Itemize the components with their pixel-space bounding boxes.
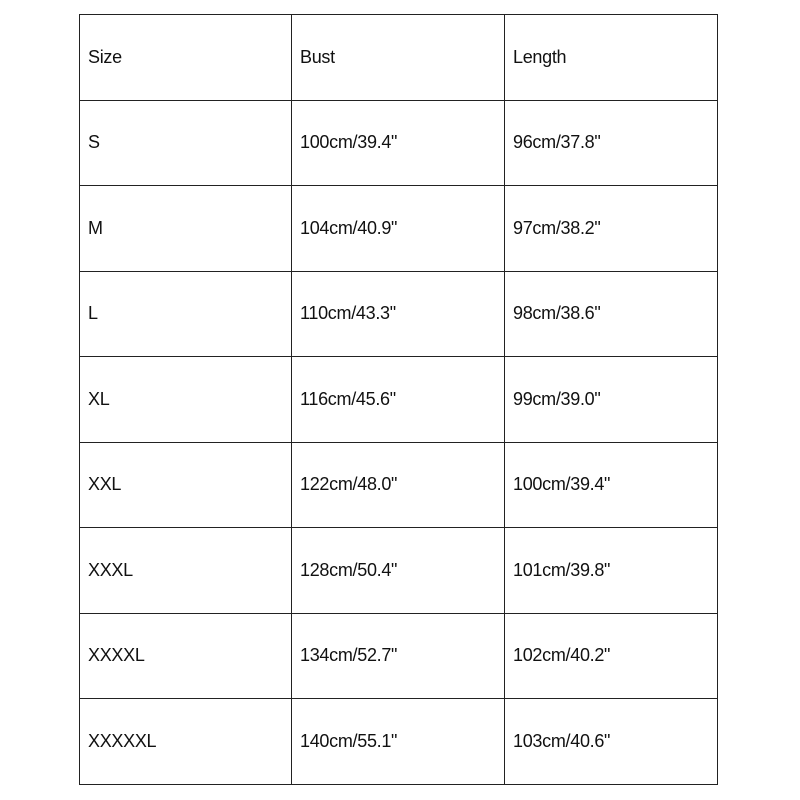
- bust-cell: 116cm/45.6": [292, 357, 505, 443]
- table-row: [80, 613, 718, 699]
- length-cell: 100cm/39.4": [505, 442, 718, 528]
- length-cell: 102cm/40.2": [505, 613, 718, 699]
- table-row: [80, 699, 718, 785]
- length-cell: 97cm/38.2": [505, 186, 718, 272]
- table-row: [80, 528, 718, 614]
- size-cell: XXXXXL: [80, 699, 292, 785]
- length-cell: 96cm/37.8": [505, 100, 718, 186]
- table-row: [80, 357, 718, 443]
- bust-cell: 140cm/55.1": [292, 699, 505, 785]
- length-cell: 98cm/38.6": [505, 271, 718, 357]
- bust-cell: 128cm/50.4": [292, 528, 505, 614]
- header-cell-bust: Bust: [292, 15, 505, 101]
- size-cell: L: [80, 271, 292, 357]
- size-cell: XXXXL: [80, 613, 292, 699]
- table-row: [80, 271, 718, 357]
- table-row: [80, 186, 718, 272]
- bust-cell: 100cm/39.4": [292, 100, 505, 186]
- bust-cell: 110cm/43.3": [292, 271, 505, 357]
- bust-cell: 122cm/48.0": [292, 442, 505, 528]
- size-chart-table: [79, 14, 718, 785]
- size-cell: XL: [80, 357, 292, 443]
- header-cell-size: Size: [80, 15, 292, 101]
- bust-cell: 104cm/40.9": [292, 186, 505, 272]
- size-cell: S: [80, 100, 292, 186]
- table-row: [80, 100, 718, 186]
- header-cell-length: Length: [505, 15, 718, 101]
- size-cell: XXXL: [80, 528, 292, 614]
- size-cell: XXL: [80, 442, 292, 528]
- table-row: [80, 442, 718, 528]
- size-cell: M: [80, 186, 292, 272]
- length-cell: 103cm/40.6": [505, 699, 718, 785]
- header-row: [80, 15, 718, 101]
- length-cell: 101cm/39.8": [505, 528, 718, 614]
- length-cell: 99cm/39.0": [505, 357, 718, 443]
- bust-cell: 134cm/52.7": [292, 613, 505, 699]
